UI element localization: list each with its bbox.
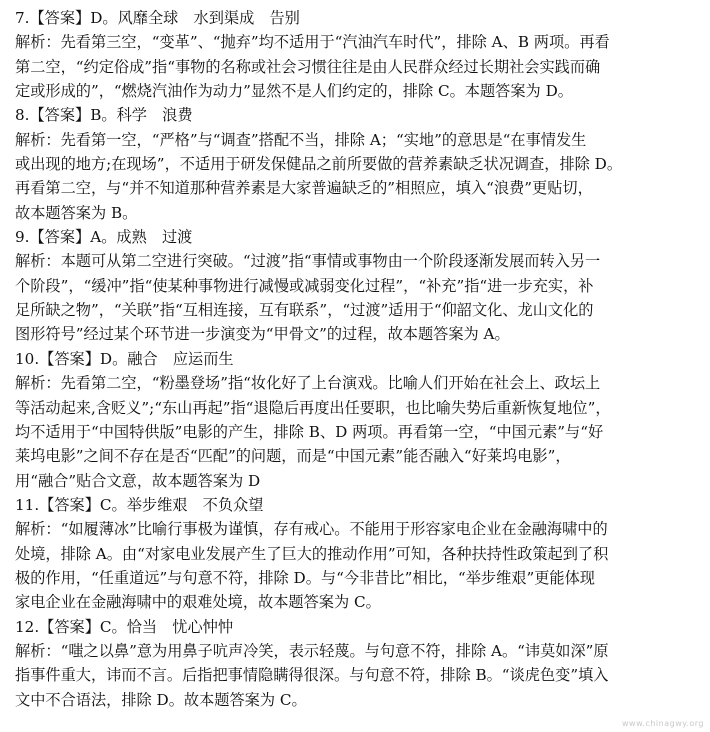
text-line: 7.【答案】D。风靡全球 水到渠成 告别 (15, 9, 300, 27)
text-line: 处境，排除 A。由“对家电业发展产生了巨大的推动作用”可知，各种扶持性政策起到了积 (15, 544, 609, 563)
text-line: 解析：先看第二空，“粉墨登场”指“妆化好了上台演戏。比喻人们开始在社会上、政坛上 (15, 374, 601, 393)
text-line: 解析：先看第三空，“变革”、“抛弃”均不适用于“汽油汽车时代”，排除 A、B 两项。再看 (15, 33, 610, 52)
text-line: 12.【答案】C。恰当 忧心忡忡 (15, 617, 234, 636)
text-line: 解析：“如履薄冰”比喻行事极为谨慎，存有戒心。不能用于形容家电企业在金融海啸中的 (15, 520, 608, 539)
text-line: 11.【答案】C。举步维艰 不负众望 (15, 495, 264, 514)
text-line: 9.【答案】A。成熟 过渡 (15, 228, 193, 247)
text-line: 文中不合语法，排除 D。故本题答案为 C。 (15, 690, 307, 709)
text-line: 解析：本题可从第二空进行突破。“过渡”指“事情或事物由一个阶段逐渐发展而转入另一 (15, 252, 601, 271)
text-line: 足所缺之物”，“关联”指“互相连接，互有联系”，“过渡”适用于“仰韶文化、龙山文化的 (15, 301, 594, 320)
text-line: 家电企业在金融海啸中的艰难处境，故本题答案为 C。 (15, 593, 381, 612)
text-line: 极的作用，“任重道远”与句意不符，排除 D。与“今非昔比”相比，“举步维艰”更能体现 (15, 568, 595, 587)
text-line: 故本题答案为 B。 (15, 203, 138, 222)
text-line: 再看第二空，与“并不知道那种营养素是大家普遍缺乏的”相照应，填入“浪费”更贴切， (15, 179, 593, 198)
text-line: 定或形成的”，“燃烧汽油作为动力”显然不是人们约定的，排除 C。本题答案为 D。 (15, 82, 573, 101)
text-line: 解析：先看第一空，“严格”与“调查”搭配不当，排除 A；“实地”的意思是“在事情发生 (15, 130, 587, 149)
watermark: www.chinagwy.org (622, 719, 704, 728)
text-line: 10.【答案】D。融合 应运而生 (15, 349, 234, 368)
text-line: 均不适用于“中国特供版”电影的产生，排除 B、D 两项。再看第一空，“中国元素”与“好 (15, 422, 604, 441)
text-line: 用“融合”贴合文意，故本题答案为 D (15, 471, 261, 490)
answer-analysis-document (15, 6, 705, 712)
text-line: 图形符号”经过某个环节进一步演变为“甲骨文”的过程，故本题答案为 A。 (15, 325, 510, 344)
text-line: 解析：“嗤之以鼻”意为用鼻子吭声冷笑，表示轻蔑。与句意不符，排除 A。“讳莫如深”原 (15, 641, 609, 660)
text-line: 或出现的地方;在现场”，不适用于研发保健品之前所要做的营养素缺乏状况调查，排除 D。 (15, 155, 623, 174)
text-line: 莱坞电影”之间不存在是否“匹配”的问题，而是“中国元素”能否融入“好莱坞电影”， (15, 447, 571, 466)
text-line: 第二空，“约定俗成”指“事物的名称或社会习惯往往是由人民群众经过长期社会实践而确 (15, 57, 601, 76)
text-line: 指事件重大，讳而不言。后指把事情隐瞒得很深。与句意不符，排除 B。“谈虎色变”填入 (15, 666, 609, 685)
text-line: 等活动起来,含贬义”;“东山再起”指“退隐后再度出任要职，也比喻失势后重新恢复地位”， (15, 398, 611, 417)
text-line: 8.【答案】B。科学 浪费 (15, 106, 193, 125)
text-line: 个阶段”，“缓冲”指“使某种事物进行减慢或减弱变化过程”，“补充”指“进一步充实，补 (15, 276, 594, 295)
